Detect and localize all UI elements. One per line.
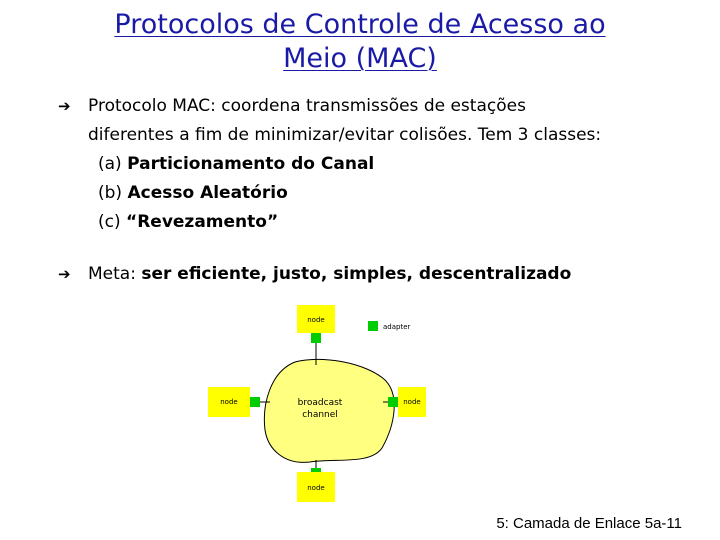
title-line-2: Meio (MAC)	[283, 43, 437, 74]
channel-label-line-2: channel	[302, 410, 338, 420]
class-c-label: “Revezamento”	[126, 212, 279, 232]
slide-title	[40, 8, 680, 76]
arrow-bullet-icon: ➔	[58, 265, 71, 283]
bullet-2-line	[60, 260, 680, 289]
class-c-prefix: (c)	[98, 212, 121, 232]
slide-footer: 5: Camada de Enlace 5a-11	[496, 515, 682, 532]
node-right-label: node	[403, 398, 421, 406]
node-right	[388, 397, 398, 407]
bullet-goal	[60, 260, 680, 289]
adapter-left	[250, 397, 260, 407]
broadcast-channel-diagram	[200, 300, 440, 505]
class-item-b	[60, 179, 680, 208]
adapter-top	[311, 333, 321, 343]
node-left-label: node	[220, 398, 238, 406]
title-line-1: Protocolos de Controle de Acesso ao	[114, 9, 606, 40]
bullet-1-line-2: diferentes a fim de minimizar/evitar colisões. Tem 3 classes:	[88, 125, 602, 145]
bullet-mac-protocol	[60, 92, 680, 237]
node-top-label: node	[307, 316, 325, 324]
adapter-legend-swatch	[368, 321, 378, 331]
node-bottom-label: node	[307, 484, 325, 492]
class-item-a	[60, 150, 680, 179]
bullet-1-line-1: Protocolo MAC: coordena transmissões de estações	[88, 96, 526, 116]
class-item-c	[60, 208, 680, 237]
goal-text: ser eficiente, justo, simples, descentralizado	[141, 264, 572, 284]
class-b-label: Acesso Aleatório	[127, 183, 288, 203]
channel-label-line-1: broadcast	[297, 398, 343, 408]
class-a-prefix: (a)	[98, 154, 122, 174]
adapter-legend-label: adapter	[383, 323, 411, 331]
class-a-label: Particionamento do Canal	[127, 154, 375, 174]
arrow-bullet-icon: ➔	[58, 97, 71, 115]
class-b-prefix: (b)	[98, 183, 123, 203]
goal-prefix: Meta:	[88, 264, 136, 284]
